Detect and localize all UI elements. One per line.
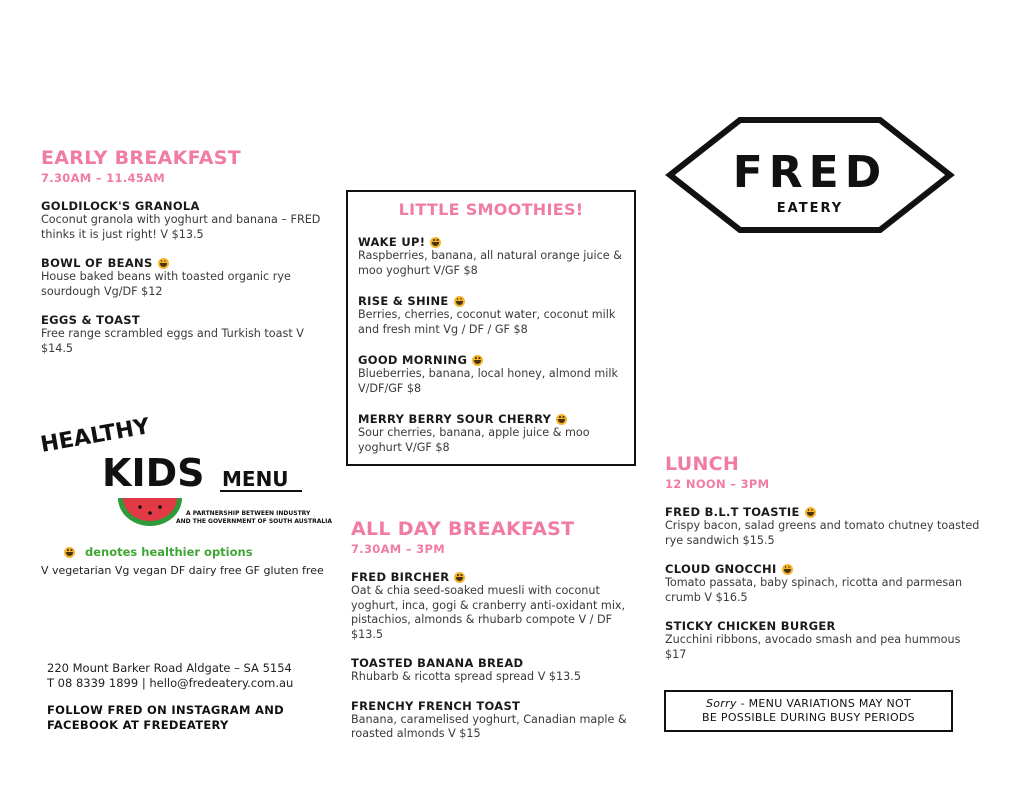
kids-logo-tagline-1: A PARTNERSHIP BETWEEN INDUSTRY [186, 510, 311, 517]
logo-word: FRED [732, 147, 888, 198]
sorry-line-2: BE POSSIBLE DURING BUSY PERIODS [702, 711, 915, 724]
menu-item-description: Berries, cherries, coconut water, coconut milk and fresh mint Vg / DF / GF $8 [358, 308, 616, 336]
smiley-icon [454, 572, 465, 583]
menu-item-name [358, 353, 624, 367]
smiley-icon [805, 507, 816, 518]
menu-item-name [41, 313, 321, 327]
phone-email: T 08 8339 1899 | hello@fredeatery.com.au [47, 676, 294, 690]
menu-item-name [665, 619, 985, 633]
smiley-icon [556, 414, 567, 425]
follow-line-1: FOLLOW FRED ON INSTAGRAM AND [47, 703, 285, 717]
menu-item-description: Crispy bacon, salad greens and tomato chutney toasted rye sandwich $15.5 [665, 519, 980, 547]
all-day-breakfast-section [351, 518, 641, 742]
menu-item-name [351, 656, 641, 670]
kids-logo-tagline-2: AND THE GOVERNMENT OF SOUTH AUSTRALIA [176, 518, 333, 525]
fred-eatery-logo [664, 115, 956, 235]
early-breakfast-time: 7.30AM – 11.45AM [41, 171, 165, 185]
menu-item-description: Rhubarb & ricotta spread spread V $13.5 [351, 670, 581, 683]
smiley-icon [64, 547, 75, 558]
menu-item [351, 699, 641, 742]
menu-item-name [351, 699, 641, 713]
menu-item-description: Zucchini ribbons, avocado smash and pea hummous $17 [665, 633, 961, 661]
logo-diamond [664, 115, 956, 235]
menu-item-description: Free range scrambled eggs and Turkish toast V $14.5 [41, 327, 304, 355]
healthy-legend [64, 545, 253, 559]
menu-item-name-text: GOLDILOCK'S GRANOLA [41, 199, 200, 213]
menu-item-name [351, 570, 641, 584]
all-day-breakfast-title: ALL DAY BREAKFAST [351, 518, 575, 540]
menu-item-description: Oat & chia seed-soaked muesli with coconut yoghurt, inca, gogi & cranberry anti-oxidant mix, pistachios, almonds & rhubarb compote V / DF $13.5 [351, 584, 626, 641]
menu-item-name [358, 294, 624, 308]
early-breakfast-title: EARLY BREAKFAST [41, 147, 242, 169]
menu-item-name-text: BOWL OF BEANS [41, 256, 153, 270]
menu-item-name-text: EGGS & TOAST [41, 313, 140, 327]
early-breakfast-section [41, 147, 321, 356]
smiley-icon [454, 296, 465, 307]
menu-item-name-text: TOASTED BANANA BREAD [351, 656, 524, 670]
menu-item-name [41, 256, 321, 270]
lunch-title: LUNCH [665, 453, 740, 475]
smiley-icon [158, 258, 169, 269]
menu-variations-notice [664, 690, 953, 732]
address: 220 Mount Barker Road Aldgate – SA 5154 [47, 661, 292, 675]
kids-logo-kids: KIDS [102, 451, 205, 495]
smiley-icon [430, 237, 441, 248]
menu-item-name-text: MERRY BERRY SOUR CHERRY [358, 412, 552, 426]
follow-line-2: FACEBOOK AT FREDEATERY [47, 717, 229, 732]
menu-item-description: Tomato passata, baby spinach, ricotta and parmesan crumb V $16.5 [665, 576, 963, 604]
lunch-section [665, 453, 985, 662]
menu-item [358, 294, 624, 337]
menu-item-name-text: FRED BIRCHER [351, 570, 450, 584]
smiley-icon [472, 355, 483, 366]
sorry-rest: - MENU VARIATIONS MAY NOT [736, 697, 911, 710]
logo-subword: EATERY [776, 201, 844, 216]
menu-item-description: Banana, caramelised yoghurt, Canadian maple & roasted almonds V $15 [351, 712, 627, 740]
diet-key: V vegetarian Vg vegan DF dairy free GF gluten free [41, 564, 324, 577]
kids-logo-menu: MENU [222, 467, 289, 491]
smoothies-box [346, 190, 636, 466]
menu-item [358, 412, 624, 455]
menu-item-name-text: WAKE UP! [358, 235, 426, 249]
menu-item-description: Blueberries, banana, local honey, almond milk V/DF/GF $8 [358, 367, 618, 395]
menu-item-name [358, 235, 624, 249]
menu-item-name-text: FRED B.L.T TOASTIE [665, 505, 800, 519]
healthy-kids-menu-logo [38, 412, 333, 530]
menu-item [665, 505, 985, 548]
menu-item-name [41, 199, 321, 213]
menu-item-name [665, 505, 985, 519]
contact-info [47, 661, 293, 691]
menu-item [665, 619, 985, 662]
menu-item-name-text: CLOUD GNOCCHI [665, 562, 777, 576]
menu-item-name-text: GOOD MORNING [358, 353, 468, 367]
menu-item [665, 562, 985, 605]
healthy-legend-text: denotes healthier options [85, 545, 253, 559]
sorry-italic: Sorry [706, 697, 737, 710]
menu-item-name-text: RISE & SHINE [358, 294, 449, 308]
menu-item-description: Coconut granola with yoghurt and banana – FRED thinks it is just right! V $13.5 [41, 213, 321, 241]
menu-item [41, 313, 321, 356]
lunch-time: 12 NOON – 3PM [665, 477, 770, 491]
social-follow [47, 703, 284, 732]
menu-item [351, 656, 641, 685]
menu-item [358, 353, 624, 396]
menu-item [351, 570, 641, 642]
smoothies-title: LITTLE SMOOTHIES! [398, 200, 584, 219]
all-day-breakfast-time: 7.30AM – 3PM [351, 542, 445, 556]
smiley-icon [782, 564, 793, 575]
menu-item-description: Sour cherries, banana, apple juice & moo yoghurt V/GF $8 [358, 426, 590, 454]
menu-item [41, 199, 321, 242]
menu-item-name-text: FRENCHY FRENCH TOAST [351, 698, 521, 713]
menu-item-name [358, 412, 624, 426]
menu-item-name [665, 562, 985, 576]
watermelon-icon [118, 498, 182, 526]
menu-item [358, 235, 624, 278]
menu-item-name-text: STICKY CHICKEN BURGER [665, 619, 836, 633]
kids-logo-healthy: HEALTHY [38, 414, 152, 458]
menu-item [41, 256, 321, 299]
menu-item-description: House baked beans with toasted organic rye sourdough Vg/DF $12 [41, 270, 291, 298]
menu-item-description: Raspberries, banana, all natural orange juice & moo yoghurt V/GF $8 [358, 249, 622, 277]
